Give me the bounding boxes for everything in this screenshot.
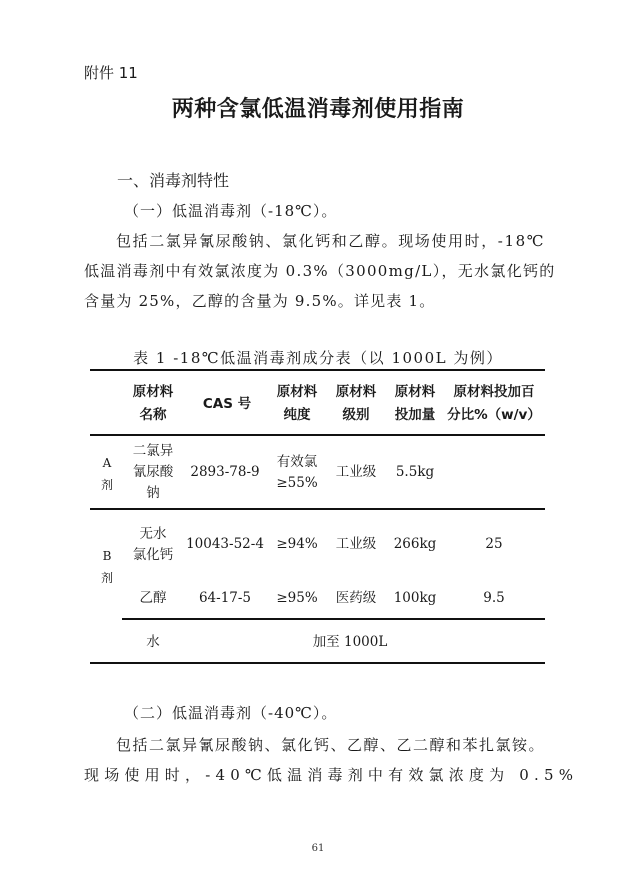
cell-amount: 5.5kg: [395, 464, 435, 480]
paragraph-line: 含量为 25%，乙醇的含量为 9.5%。详见表 1。: [84, 292, 436, 310]
column-header-amount: 原材料 投加量: [394, 384, 436, 423]
column-header-purity: 原材料 纯度: [276, 384, 318, 423]
column-header-cas: CAS 号: [202, 396, 252, 412]
cell-cas: 2893-78-9: [190, 464, 260, 480]
paragraph-line: 低温消毒剂中有效氯浓度为 0.3%（3000mg/L），无水氯化钙的: [84, 262, 556, 280]
cell-name: 无水 氯化钙: [132, 526, 174, 563]
cell-cas: 10043-52-4: [186, 536, 264, 552]
page-number: 61: [311, 843, 325, 854]
table-row-rule: [122, 618, 545, 620]
cell-water-name: 水: [146, 634, 160, 650]
cell-amount: 100kg: [393, 590, 437, 606]
cell-purity: 有效氯 ≥55%: [276, 454, 318, 491]
subsection-heading-1: （一）低温消毒剂（-18℃）。: [124, 202, 338, 220]
cell-name: 乙醇: [139, 590, 167, 606]
cell-grade: 工业级: [335, 536, 377, 552]
cell-cas: 64-17-5: [198, 590, 252, 606]
group-label-a: A 剂: [100, 456, 113, 492]
cell-percent: 25: [485, 536, 503, 552]
cell-purity: ≥94%: [276, 536, 318, 552]
paragraph-line: 现场使用时，-40℃低温消毒剂中有效氯浓度为 0.5%: [84, 766, 579, 784]
column-header-percent: 原材料投加百 分比%（w/v）: [447, 384, 541, 423]
paragraph-line: 包括二氯异氰尿酸钠、氯化钙和乙醇。现场使用时，-18℃: [116, 232, 546, 250]
table-bottom-rule: [90, 662, 545, 664]
column-header-name: 原材料 名称: [132, 384, 174, 423]
table-row-rule: [90, 508, 545, 510]
cell-purity: ≥95%: [276, 590, 318, 606]
document-title: 两种含氯低温消毒剂使用指南: [171, 97, 465, 122]
cell-percent: 9.5: [483, 590, 505, 606]
column-header-grade: 原材料 级别: [335, 384, 377, 423]
paragraph-line: 包括二氯异氰尿酸钠、氯化钙、乙醇、乙二醇和苯扎氯铵。: [116, 736, 546, 754]
cell-name: 二氯异 氰尿酸 钠: [132, 443, 174, 501]
annex-label: 附件 11: [84, 64, 138, 82]
cell-grade: 医药级: [335, 590, 377, 606]
table-caption: 表 1 -18℃低温消毒剂成分表（以 1000L 为例）: [133, 349, 503, 367]
group-label-b: B 剂: [100, 549, 113, 585]
table-top-rule: [90, 369, 545, 371]
cell-amount: 266kg: [393, 536, 437, 552]
cell-water-value: 加至 1000L: [312, 634, 388, 650]
cell-grade: 工业级: [335, 464, 377, 480]
subsection-heading-2: （二）低温消毒剂（-40℃）。: [124, 704, 338, 722]
table-header-rule: [90, 434, 545, 436]
section-heading: 一、消毒剂特性: [117, 171, 230, 190]
